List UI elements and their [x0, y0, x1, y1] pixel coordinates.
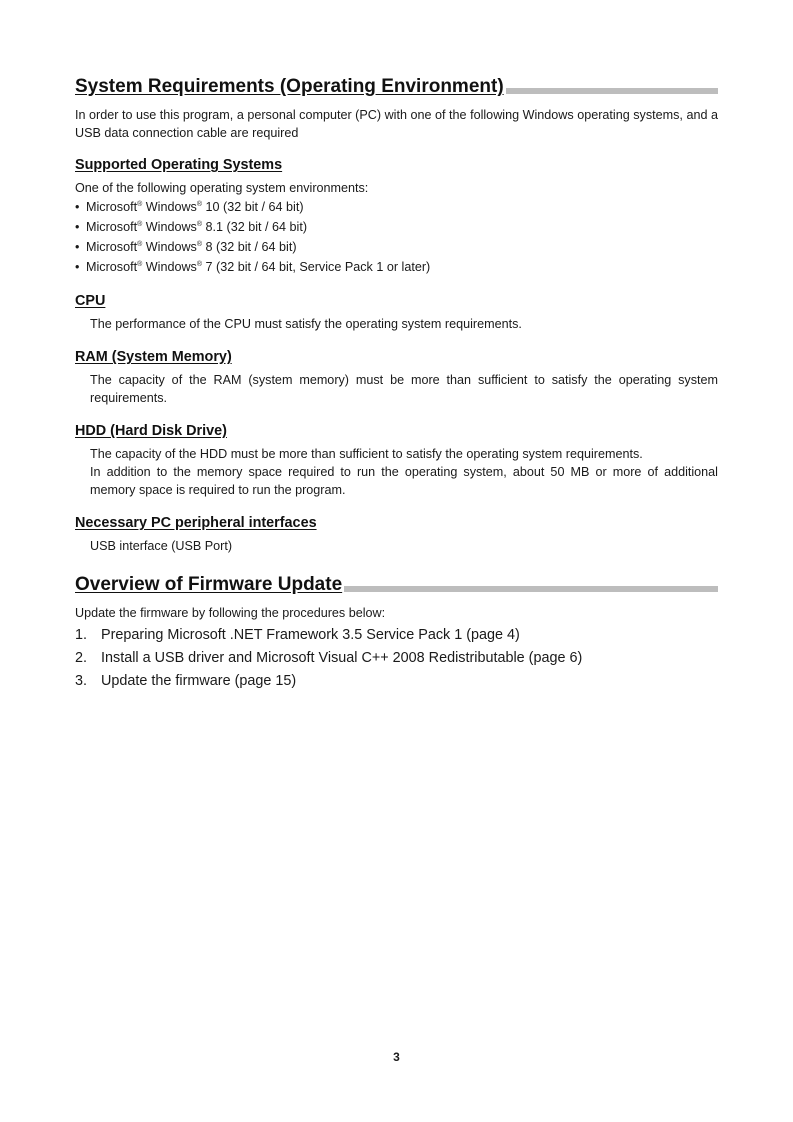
- subsection-hdd: [75, 422, 718, 499]
- os-list: [75, 197, 718, 277]
- section-intro: Update the firmware by following the procedures below:: [75, 606, 386, 620]
- peripheral-text: USB interface (USB Port): [90, 539, 233, 553]
- os-list-item: • Microsoft® Windows® 8 (32 bit / 64 bit): [75, 237, 718, 257]
- subsection-ram: [75, 348, 718, 407]
- section-title: Overview of Firmware Update: [75, 574, 343, 595]
- section-header-firmware: [75, 574, 718, 596]
- hdd-text-2: In addition to the memory space required to run the operating system, about 50 MB or more of additional memory space is required to run the program.: [90, 465, 718, 497]
- ram-text: The capacity of the RAM (system memory) must be more than sufficient to satisfy the operating system requirements.: [90, 373, 718, 405]
- steps-list: [75, 624, 718, 693]
- section-title: System Requirements (Operating Environment): [75, 76, 504, 97]
- cpu-text: The performance of the CPU must satisfy the operating system requirements.: [90, 317, 522, 331]
- step-item: 2. Install a USB driver and Microsoft Visual C++ 2008 Redistributable (page 6): [75, 650, 583, 666]
- subsection-heading: RAM (System Memory): [75, 349, 232, 365]
- subsection-heading: CPU: [75, 293, 106, 309]
- document-page: [75, 76, 718, 693]
- subsection-peripheral: [75, 514, 718, 555]
- subsection-heading: Supported Operating Systems: [75, 157, 283, 173]
- step-item: 1. Preparing Microsoft .NET Framework 3.5 Service Pack 1 (page 4): [75, 627, 520, 643]
- section-header-system-requirements: [75, 76, 718, 98]
- section-intro: In order to use this program, a personal computer (PC) with one of the following Windows operating systems, and a USB data connection cable are required: [75, 108, 718, 140]
- page-number: 3: [393, 1050, 400, 1064]
- os-lead-text: One of the following operating system environments:: [75, 181, 369, 195]
- os-list-item: • Microsoft® Windows® 7 (32 bit / 64 bit, Service Pack 1 or later): [75, 257, 718, 277]
- subsection-heading: Necessary PC peripheral interfaces: [75, 515, 317, 531]
- subsection-cpu: [75, 292, 718, 333]
- os-list-item: • Microsoft® Windows® 10 (32 bit / 64 bit): [75, 197, 718, 217]
- step-item: 3. Update the firmware (page 15): [75, 673, 297, 689]
- section-firmware-update: [75, 574, 718, 693]
- subsection-heading: HDD (Hard Disk Drive): [75, 423, 227, 439]
- hdd-text-1: The capacity of the HDD must be more than sufficient to satisfy the operating system requirements.: [90, 447, 643, 461]
- subsection-supported-os: [75, 156, 718, 277]
- os-list-item: • Microsoft® Windows® 8.1 (32 bit / 64 bit): [75, 217, 718, 237]
